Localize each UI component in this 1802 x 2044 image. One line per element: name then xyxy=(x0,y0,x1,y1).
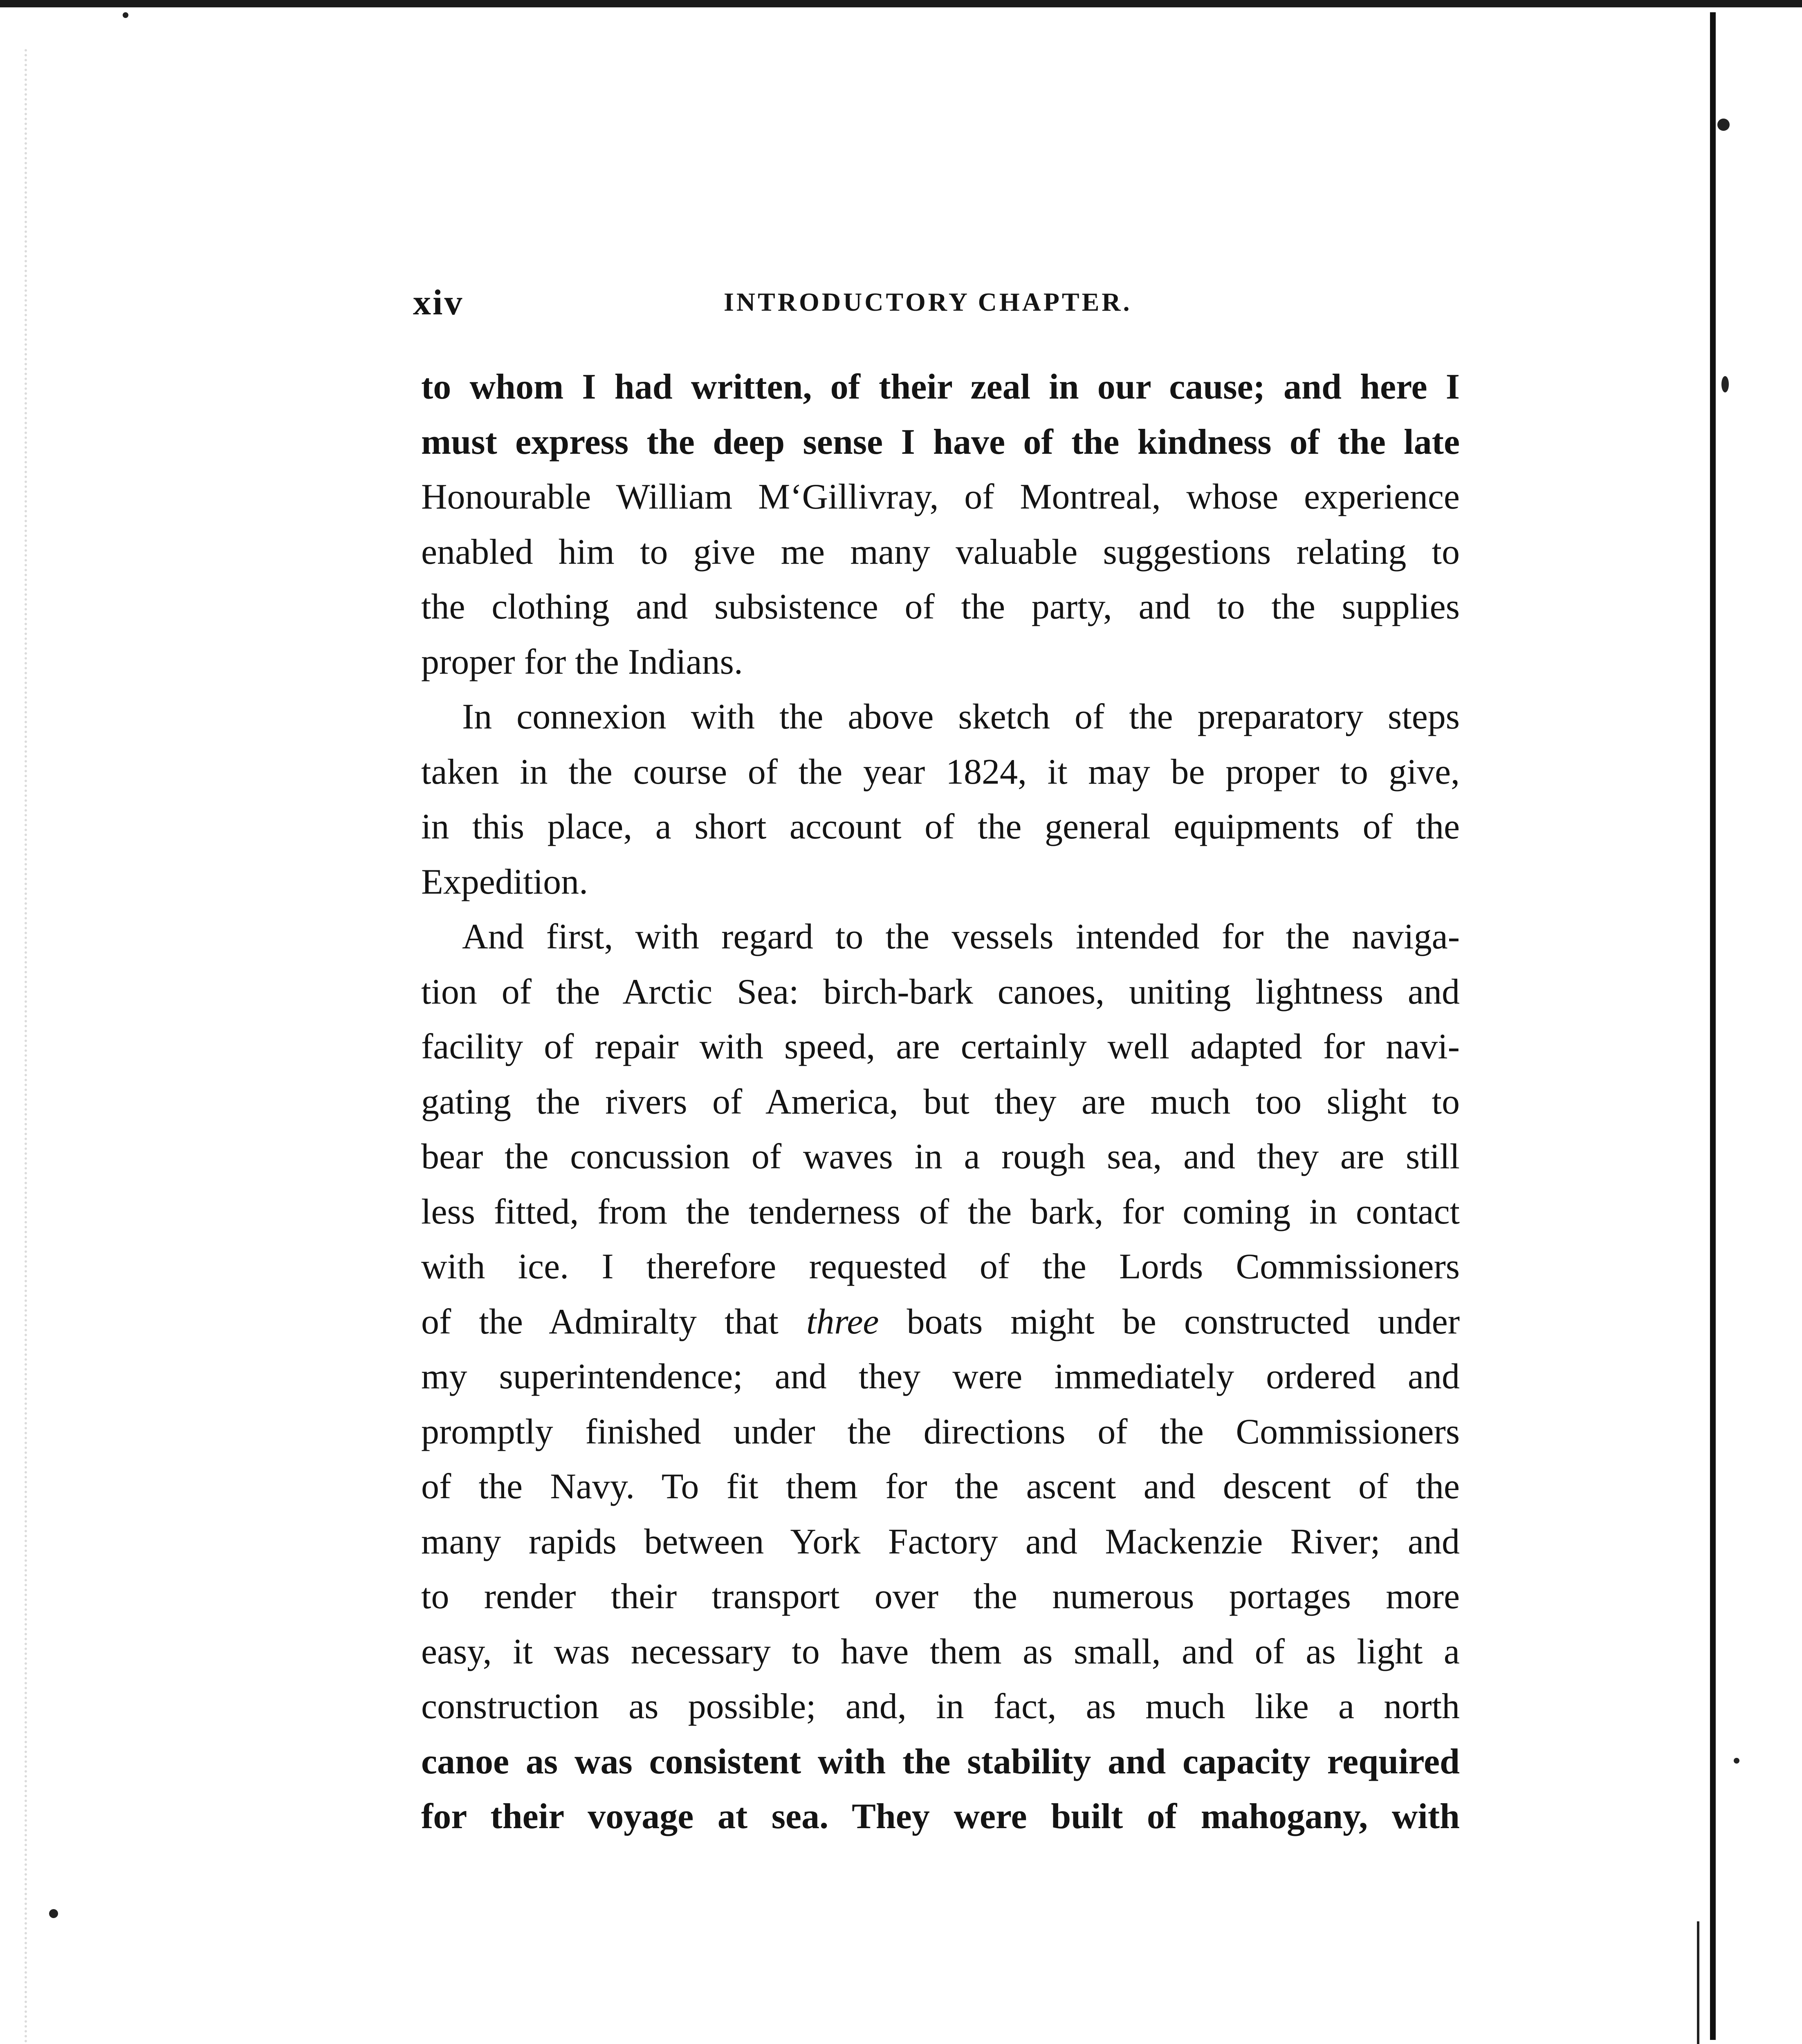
text-line: my superintendence; and they were immediately ordered and xyxy=(421,1357,1460,1396)
text-line: bear the concussion of waves in a rough sea, and they are still xyxy=(421,1137,1460,1177)
scan-edge-right-stub xyxy=(1697,1921,1699,2044)
text-line: of the Admiralty that three boats might be constructed under xyxy=(421,1302,1460,1342)
text-line: for their voyage at sea. They were built of mahogany, with xyxy=(421,1797,1460,1836)
text-line: In connexion with the above sketch of the preparatory steps xyxy=(462,697,1460,737)
text-line: facility of repair with speed, are certainly well adapted for navi- xyxy=(421,1027,1460,1067)
scan-speck xyxy=(123,12,128,18)
text-line: less fitted, from the tenderness of the bark, for coming in contact xyxy=(421,1192,1460,1232)
text-line: must express the deep sense I have of the kindness of the late xyxy=(421,422,1460,462)
text-line: easy, it was necessary to have them as small, and of as light a xyxy=(421,1632,1460,1672)
text-line: many rapids between York Factory and Mackenzie River; and xyxy=(421,1522,1460,1562)
text-line: the clothing and subsistence of the party, and to the supplies xyxy=(421,587,1460,627)
text-line: And first, with regard to the vessels intended for the naviga- xyxy=(462,917,1460,957)
scan-speck xyxy=(49,1909,58,1918)
text-line: Honourable William M‘Gillivray, of Montreal, whose experience xyxy=(421,477,1460,517)
text-line: of the Navy. To fit them for the ascent and descent of the xyxy=(421,1467,1460,1506)
scan-speck xyxy=(1734,1758,1739,1764)
emphasis-word: three xyxy=(806,1302,879,1342)
scan-edge-right xyxy=(1710,12,1716,2040)
scan-edge-top xyxy=(0,0,1802,7)
text-line: tion of the Arctic Sea: birch-bark canoes, uniting lightness and xyxy=(421,972,1460,1012)
text-line: taken in the course of the year 1824, it may be proper to give, xyxy=(421,752,1460,792)
text-line: construction as possible; and, in fact, as much like a north xyxy=(421,1687,1460,1726)
text-line: in this place, a short account of the general equipments of the xyxy=(421,807,1460,847)
body-text xyxy=(421,360,1460,1845)
text-line: to whom I had written, of their zeal in our cause; and here I xyxy=(421,367,1460,407)
text-line: to render their transport over the numerous portages more xyxy=(421,1577,1460,1616)
text-line: proper for the Indians. xyxy=(421,642,743,682)
page-number: xiv xyxy=(413,283,464,323)
text-line: canoe as was consistent with the stability and capacity required xyxy=(421,1741,1460,1782)
scan-speck xyxy=(1721,376,1729,392)
running-head: INTRODUCTORY CHAPTER. xyxy=(724,287,1132,316)
text-line: enabled him to give me many valuable suggestions relating to xyxy=(421,532,1460,572)
scan-speck xyxy=(1717,119,1730,131)
text-line: with ice. I therefore requested of the Lords Commissioners xyxy=(421,1247,1460,1286)
text-line: promptly finished under the directions of the Commissioners xyxy=(421,1412,1460,1452)
text-line: Expedition. xyxy=(421,862,588,902)
text-line: gating the rivers of America, but they are much too slight to xyxy=(421,1082,1460,1122)
page-header xyxy=(413,282,1460,331)
scan-edge-left xyxy=(25,49,33,2044)
